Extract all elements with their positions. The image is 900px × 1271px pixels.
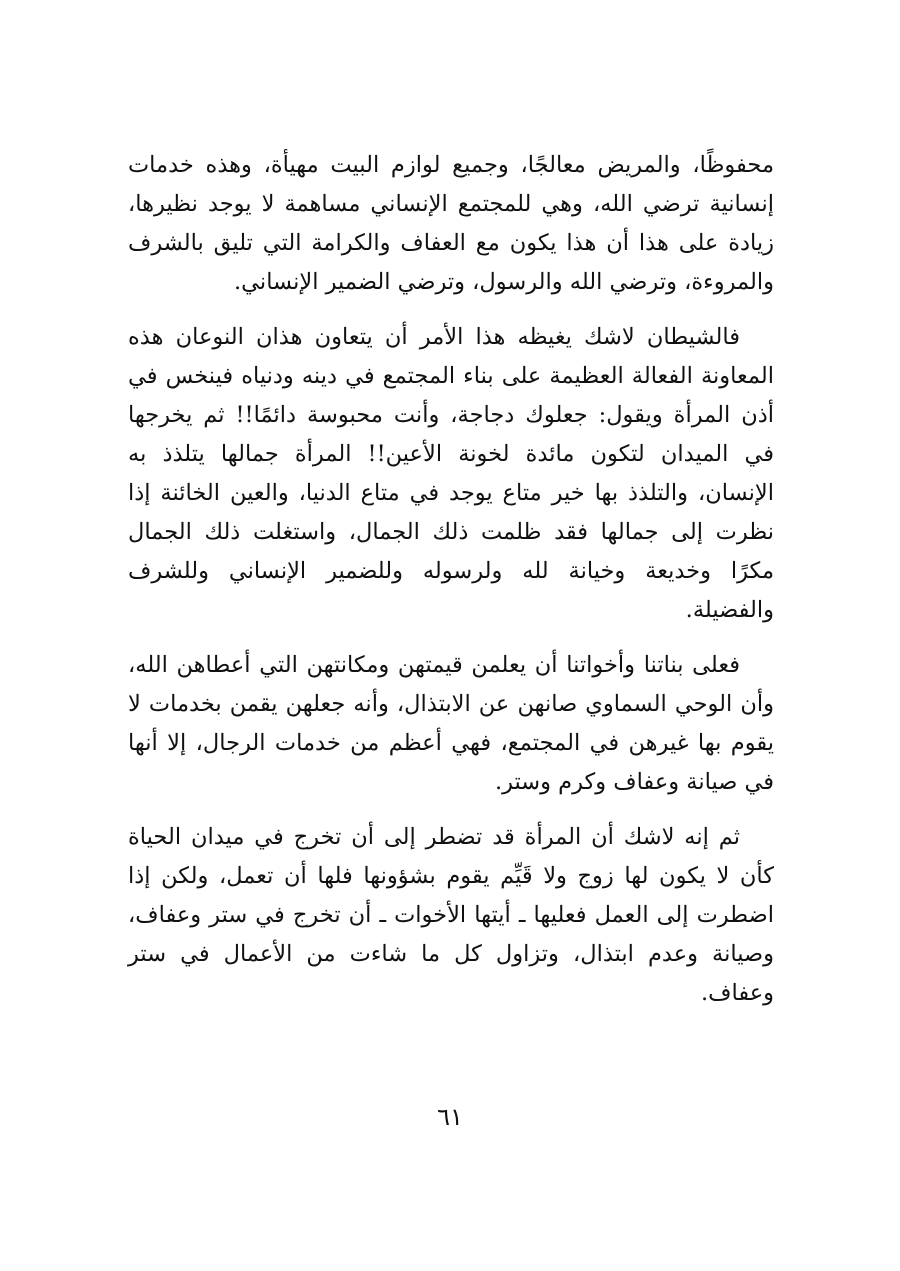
paragraph-1: محفوظًا، والمريض معالجًا، وجميع لوازم البيت مهيأة، وهذه خدمات إنسانية ترضي الله، وهي للمجتمع الإنساني مساهمة لا يوجد نظيرها، زيادة على هذا أن هذا يكون مع العفاف والكرامة التي تليق بالشرف والمروءة، وترضي الله والرسول، وترضي الضمير الإنساني.	[128, 152, 774, 295]
page-number: ٦١	[437, 1103, 463, 1131]
paragraph-2: فالشيطان لاشك يغيظه هذا الأمر أن يتعاون هذان النوعان هذه المعاونة الفعالة العظيمة على بناء المجتمع في دينه ودنياه فينخس في أذن المرأة ويقول: جعلوك دجاجة، وأنت محبوسة دائمًا!! ثم يخرجها في الميدان لتكون مائدة لخونة الأعين!! المرأة جمالها يتلذذ به الإنسان، والتلذذ بها خير متاع يوجد في متاع الدنيا، والعين الخائنة إذا نظرت إلى جمالها فقد ظلمت ذلك الجمال، واستغلت ذلك الجمال مكرًا وخديعة وخيانة لله ولرسوله وللضمير الإنساني وللشرف والفضيلة.	[128, 324, 774, 623]
paragraph-3: فعلى بناتنا وأخواتنا أن يعلمن قيمتهن ومكانتهن التي أعطاهن الله، وأن الوحي السماوي صانهن عن الابتذال، وأنه جعلهن يقمن بخدمات لا يقوم بها غيرهن في المجتمع، فهي أعظم من خدمات الرجال، إلا أنها في صيانة وعفاف وكرم وستر.	[128, 652, 774, 795]
paragraph-4: ثم إنه لاشك أن المرأة قد تضطر إلى أن تخرج في ميدان الحياة كأن لا يكون لها زوج ولا قَيِّم يقوم بشؤونها فلها أن تعمل، ولكن إذا اضطرت إلى العمل فعليها ـ أيتها الأخوات ـ أن تخرج في ستر وعفاف، وصيانة وعدم ابتذال، وتزاول كل ما شاءت من الأعمال في ستر وعفاف.	[128, 824, 774, 1006]
page-body	[128, 146, 774, 1013]
